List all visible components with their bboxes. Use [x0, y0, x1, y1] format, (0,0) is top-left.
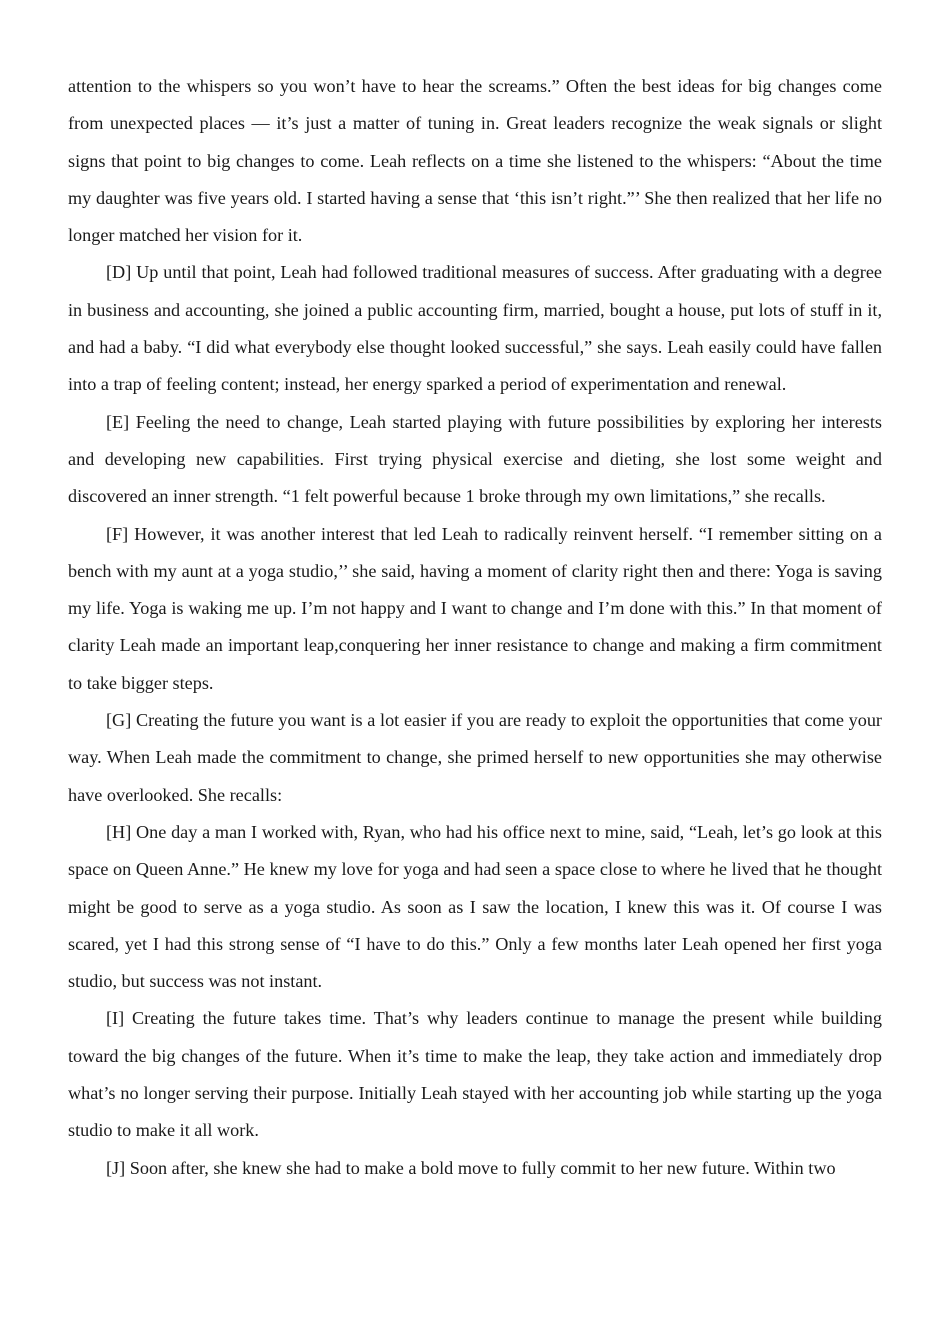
paragraph-j: [J] Soon after, she knew she had to make a bold move to fully commit to her new future. Within two: [106, 1157, 836, 1178]
paragraph-i: [I] Creating the future takes time. That’s why leaders continue to manage the present while building toward the big changes of the future. When it’s time to make the leap, they take action and immediately drop what’s no longer serving their purpose. Initially Leah stayed with her accounting job while starting up the yoga studio to make it all work.: [68, 1008, 882, 1141]
paragraph-continued: attention to the whispers so you won’t have to hear the screams.” Often the best ideas for big changes come from unexpected places — it’s just a matter of tuning in. Great leaders recognize the weak signals or slight signs that point to big changes to come. Leah reflects on a time she listened to the whispers: “About the time my daughter was five years old. I started having a sense that ‘this isn’t right.”’ She then realized that her life no longer matched her vision for it.: [68, 76, 882, 246]
paragraph-f: [F] However, it was another interest that led Leah to radically reinvent herself. “I remember sitting on a bench with my aunt at a yoga studio,’’ she said, having a moment of clarity right then and there: Yoga is saving my life. Yoga is waking me up. I’m not happy and I want to change and I’m done with this.” In that moment of clarity Leah made an important leap,conquering her inner resistance to change and making a firm commitment to take bigger steps.: [68, 523, 882, 693]
document-page: [68, 68, 882, 1187]
paragraph-e: [E] Feeling the need to change, Leah started playing with future possibilities by exploring her interests and developing new capabilities. First trying physical exercise and dieting, she lost some weight and discovered an inner strength. “1 felt powerful because 1 broke through my own limitations,” she recalls.: [68, 411, 882, 507]
paragraph-g: [G] Creating the future you want is a lot easier if you are ready to exploit the opportunities that come your way. When Leah made the commitment to change, she primed herself to new opportunities she may otherwise have overlooked. She recalls:: [68, 710, 882, 805]
paragraph-h: [H] One day a man I worked with, Ryan, who had his office next to mine, said, “Leah, let’s go look at this space on Queen Anne.” He knew my love for yoga and had seen a space close to where he lived that he thought might be good to serve as a yoga studio. As soon as I saw the location, I knew this was it. Of course I was scared, yet I had this strong sense of “I have to do this.” Only a few months later Leah opened her first yoga studio, but success was not instant.: [68, 821, 882, 992]
paragraph-d: [D] Up until that point, Leah had followed traditional measures of success. After graduating with a degree in business and accounting, she joined a public accounting firm, married, bought a house, put lots of stuff in it, and had a baby. “I did what everybody else thought looked successful,” she says. Leah easily could have fallen into a trap of feeling content; instead, her energy sparked a period of experimentation and renewal.: [68, 262, 882, 395]
